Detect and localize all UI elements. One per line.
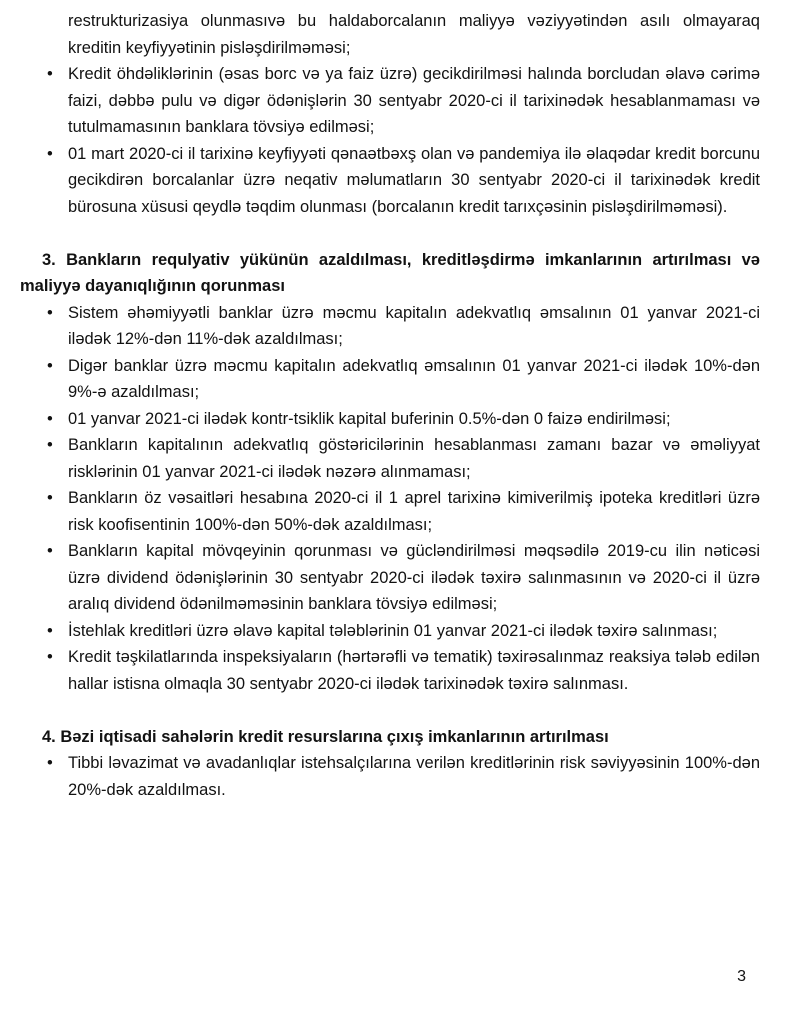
list-item-text: Sistem əhəmiyyətli banklar üzrə məcmu kapitalın adekvatlıq əmsalının 01 yanvar 2021-ci ilədək 12%-dən 11%-dək azaldılması; <box>68 303 760 348</box>
list-item <box>68 300 760 353</box>
list-item <box>68 750 760 803</box>
list-item <box>68 353 760 406</box>
list-item-text: İstehlak kreditləri üzrə əlavə kapital tələblərinin 01 yanvar 2021-ci ilədək təxirə salınması; <box>68 621 718 640</box>
list-item-text: Digər banklar üzrə məcmu kapitalın adekvatlıq əmsalının 01 yanvar 2021-ci ilədək 10%-dən 9%-ə azaldılması; <box>68 356 760 401</box>
paragraph-continuation: restrukturizasiya olunmasıvə bu haldaborcalanın maliyyə vəziyyətindən asılı olmayaraq kreditin keyfiyyətinin pisləşdirilməməsi; <box>68 12 760 57</box>
section-2-bullet-list <box>68 61 760 220</box>
list-item-text: Bankların kapitalının adekvatlıq göstəricilərinin hesablanması zamanı bazar və əməliyyat risklərinin 01 yanvar 2021-ci ilədək nəzərə alınmaması; <box>68 436 760 481</box>
list-item-text: Kredit öhdəliklərinin (əsas borc və ya faiz üzrə) gecikdirilməsi halında borcludan əlavə cərimə faizi, dəbbə pulu və digər ödənişlərin 30 sentyabr 2020-ci il tarixinədək hesablanmaması və tutulmamasının banklara tövsiyə edilməsi; <box>68 65 760 136</box>
list-item-text: 01 mart 2020-ci il tarixinə keyfiyyəti qənaətbəxş olan və pandemiya ilə əlaqədar kredit borcunu gecikdirən borcalanlar üzrə neqativ məlumatların 30 sentyabr 2020-ci il tarixinədək kredit bürosuna xüsusi qeydlə təqdim olunması (borcalanın kredit tarıxçəsinin pisləşdirilməməsi). <box>68 144 760 216</box>
list-item <box>68 485 760 538</box>
section-3-bullet-list <box>68 300 760 698</box>
list-item <box>68 141 760 221</box>
list-item <box>68 644 760 697</box>
list-item-text: Bankların kapital mövqeyinin qorunması və gücləndirilməsi məqsədilə 2019-cu ilin nəticəsi üzrə dividend ödənişlərinin 30 sentyabr 2020-ci ilədək təxirə salınmasının və 2020-ci il üzrə aralıq dividend ödənilməməsinin banklara tövsiyə edilməsi; <box>68 542 760 613</box>
list-item <box>68 406 760 433</box>
section-4-bullet-list <box>68 750 760 803</box>
list-item-text: Kredit təşkilatlarında inspeksiyaların (hərtərəfli və tematik) təxirəsalınmaz reaksiya tələb edilən hallar istisna olmaqla 30 sentyabr 2020-ci ilədək tarixinədək təxirə salınması. <box>68 648 760 693</box>
list-item-text: 01 yanvar 2021-ci ilədək kontr-tsiklik kapital buferinin 0.5%-dən 0 faizə endirilməsi; <box>68 409 671 428</box>
list-item <box>68 432 760 485</box>
page-number: 3 <box>737 967 746 985</box>
list-item <box>68 538 760 618</box>
section-4-heading: 4. Bəzi iqtisadi sahələrin kredit resurslarına çıxış imkanlarının artırılması <box>42 727 609 746</box>
section-3-heading: 3. Bankların requlyativ yükünün azaldılması, kreditləşdirmə imkanlarının artırılması və maliyyə dayanıqlığının qorunması <box>20 250 760 295</box>
list-item-text: Bankların öz vəsaitləri hesabına 2020-ci il 1 aprel tarixinə kimiverilmiş ipoteka kreditləri üzrə risk koofisentinin 100%-dən 50%-dək azaldılması; <box>68 489 760 534</box>
list-item <box>68 618 760 645</box>
list-item <box>68 61 760 141</box>
list-item-text: Tibbi ləvazimat və avadanlıqlar istehsalçılarına verilən kreditlərinin risk səviyyəsinin 100%-dən 20%-dək azaldılması. <box>68 754 760 799</box>
